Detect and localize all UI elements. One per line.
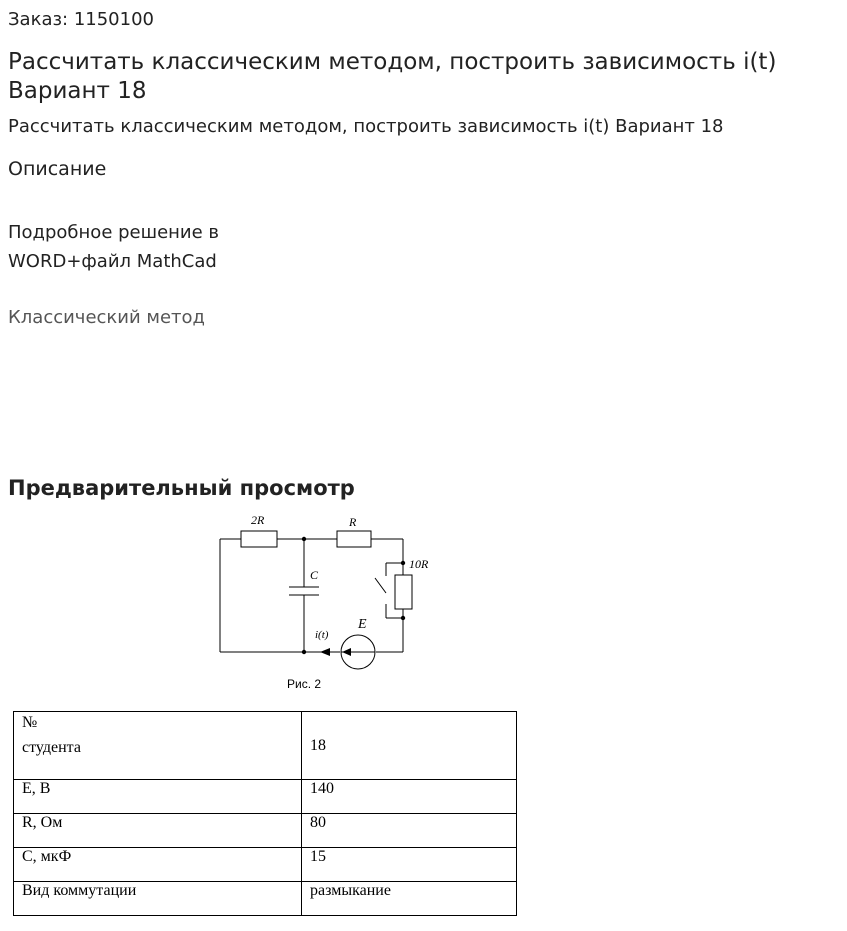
table-cell bbox=[14, 780, 302, 814]
table-row bbox=[14, 882, 517, 916]
method-label: Классический метод bbox=[8, 307, 205, 328]
page-subtitle: Рассчитать классическим методом, построить зависимость i(t) Вариант 18 bbox=[8, 116, 724, 137]
cell-label: R, Ом bbox=[22, 814, 63, 831]
cell-value: 80 bbox=[310, 814, 326, 831]
page-title: Рассчитать классическим методом, построить зависимость i(t) Вариант 18 bbox=[8, 49, 777, 104]
label-e: E bbox=[358, 617, 367, 632]
circuit-diagram bbox=[200, 505, 440, 695]
table-cell bbox=[14, 712, 302, 780]
table-cell bbox=[302, 814, 517, 848]
label-current: i(t) bbox=[315, 629, 329, 641]
label-2r: 2R bbox=[251, 513, 265, 527]
table-cell bbox=[302, 882, 517, 916]
table-cell bbox=[302, 848, 517, 882]
resistor-r bbox=[337, 531, 371, 547]
table-cell bbox=[302, 712, 517, 780]
preview-heading: Предварительный просмотр bbox=[8, 476, 355, 500]
label-r: R bbox=[349, 515, 357, 529]
label-10r: 10R bbox=[409, 557, 429, 571]
description-line: Подробное решение в bbox=[8, 222, 220, 243]
label-c: C bbox=[310, 568, 319, 582]
parameters-table bbox=[13, 711, 517, 916]
table-row bbox=[14, 814, 517, 848]
cell-label: E, В bbox=[22, 780, 51, 797]
cell-value: 140 bbox=[310, 780, 334, 797]
table-cell bbox=[302, 780, 517, 814]
cell-label: № bbox=[22, 714, 38, 731]
description-line: WORD+файл MathCad bbox=[8, 251, 217, 272]
table-row bbox=[14, 780, 517, 814]
table-cell bbox=[14, 882, 302, 916]
current-arrow bbox=[320, 648, 330, 656]
cell-label: студента bbox=[22, 739, 81, 756]
cell-label: Вид коммутации bbox=[22, 882, 137, 899]
table-cell bbox=[14, 848, 302, 882]
resistor-2r bbox=[241, 531, 277, 547]
cell-value: 18 bbox=[310, 736, 326, 754]
table-row bbox=[14, 712, 517, 780]
table-row bbox=[14, 848, 517, 882]
order-number: Заказ: 1150100 bbox=[8, 9, 154, 30]
cell-label: C, мкФ bbox=[22, 848, 72, 865]
table-cell bbox=[14, 814, 302, 848]
resistor-10r bbox=[395, 575, 412, 609]
description-heading: Описание bbox=[8, 158, 107, 180]
cell-value: 15 bbox=[310, 848, 326, 865]
cell-value: размыкание bbox=[310, 882, 391, 899]
figure-caption: Рис. 2 bbox=[287, 677, 322, 691]
